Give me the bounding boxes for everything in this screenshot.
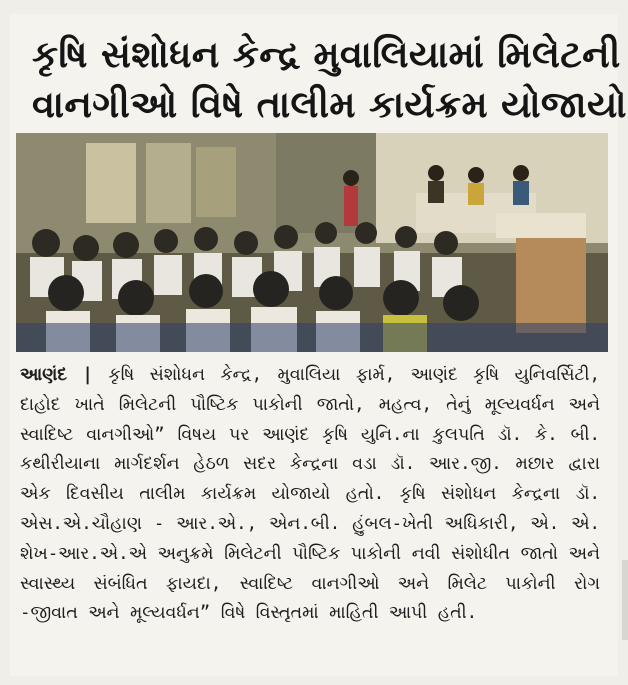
headline-line-1: કૃષિ સંશોધન કેન્દ્ર મુવાલિયામાં મિલેટની xyxy=(32,33,621,76)
article-text: કૃષિ સંશોધન કેન્દ્ર, મુવાલિયા ફાર્મ, આણંદ કૃષિ યુનિવર્સિટી, દાહોદ ખાતે મિલેટની પૌષ્ટિક પાકોની જાતો, મહત્વ, તેનું મૂલ્યવર્ધન અને સ્વાદિષ્ટ વાનગીઓ” વિષય પર આણંદ કૃષિ યુનિ.ના કુલપતિ ડૉ. કે. બી. કથીરીયાના માર્ગદર્શન હેઠળ સદર કેન્દ્રના વડા ડૉ. આર.જી. મછાર દ્વારા એક દિવસીય તાલીમ કાર્યક્રમ યોજાયો હતો. કૃષિ સંશોધન કેન્દ્રના ડૉ. એસ.એ.ચૌહાણ - આર.એ., એન.બી. હુંબલ-ખેતી અધિકારી, એ. એ. શેખ-આર.એ.એ અનુક્રમે મિલેટની પૌષ્ટિક પાકોની નવી સંશોધીત જાતો અને સ્વાસ્થ્ય સંબંધિત ફાયદા, સ્વાદિષ્ટ વાનગીઓ અને મિલેટ પાકોની રોગ -જીવાત અને મૂલ્યવર્ધન” વિષે વિસ્તૃતમાં માહિતી આપી હતી. xyxy=(20,365,600,624)
article-photo xyxy=(16,133,608,352)
page-edge-strip xyxy=(622,560,628,640)
training-session-photo xyxy=(16,133,608,352)
dateline: આણંદ | xyxy=(20,365,93,385)
headline xyxy=(10,14,627,130)
headline-line-2: વાનગીઓ વિષે તાલીમ કાર્યક્રમ યોજાયો xyxy=(32,83,627,126)
article-paragraph xyxy=(20,361,600,629)
article-body xyxy=(20,361,600,629)
